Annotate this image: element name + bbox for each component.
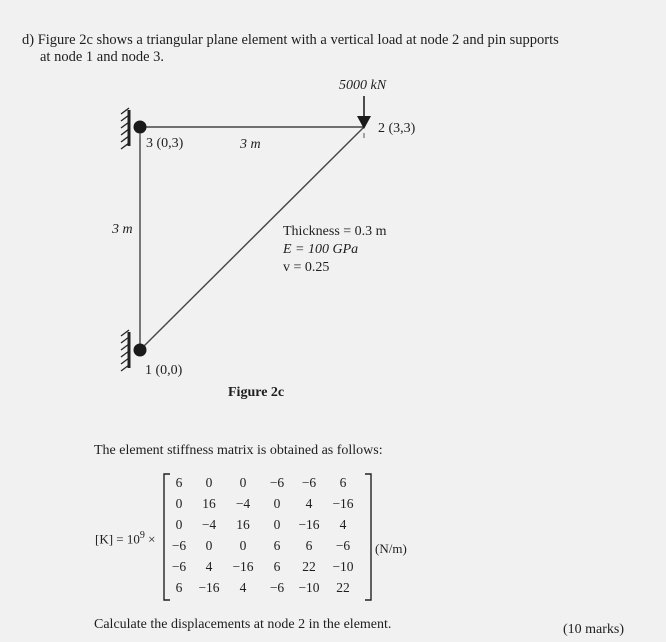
- matrix-cell: 6: [305, 538, 313, 553]
- modulus-label: E = 100 GPa: [283, 242, 359, 257]
- matrix-cell: −4: [201, 517, 217, 532]
- matrix-cell: 6: [175, 580, 183, 595]
- matrix-cell: 6: [175, 475, 183, 490]
- matrix-units: (N/m): [375, 541, 407, 556]
- matrix-cell: 6: [273, 559, 281, 574]
- matrix-cell: 16: [202, 496, 216, 511]
- thickness-label: Thickness = 0.3 m: [283, 224, 387, 239]
- matrix-cell: 4: [305, 496, 313, 511]
- matrix-cell: −10: [332, 559, 354, 574]
- poisson-label: v = 0.25: [283, 260, 330, 275]
- pin-support-node3-icon: [121, 108, 147, 149]
- matrix-times-sign: ×: [148, 531, 156, 547]
- matrix-cell: 0: [205, 475, 213, 490]
- question-text-line1: Figure 2c shows a triangular plane element with a vertical load at node 2 and pin supports: [37, 32, 559, 48]
- node3-label: 3 (0,3): [146, 136, 184, 151]
- node1-label: 1 (0,0): [145, 363, 183, 378]
- matrix-cell: 0: [239, 538, 247, 553]
- matrix-cell: −4: [235, 496, 251, 511]
- matrix-cell: 16: [236, 517, 250, 532]
- matrix-cell: 0: [239, 475, 247, 490]
- matrix-lhs-text: [K] = 10: [95, 531, 140, 547]
- figure-caption: Figure 2c: [228, 385, 285, 400]
- matrix-cell: 0: [273, 496, 281, 511]
- matrix-cell: 4: [205, 559, 213, 574]
- matrix-cell: −16: [232, 559, 254, 574]
- matrix-cell: 0: [175, 517, 183, 532]
- matrix-cell: −6: [171, 538, 187, 553]
- matrix-cell: 22: [302, 559, 316, 574]
- question-label: d): [22, 32, 35, 48]
- matrix-cell: 6: [339, 475, 347, 490]
- matrix-cell: −16: [332, 496, 354, 511]
- load-label: 5000 kN: [339, 78, 387, 93]
- matrix-intro-text: The element stiffness matrix is obtained as follows:: [94, 443, 383, 458]
- pin-support-node1-icon: [121, 330, 147, 371]
- matrix-cell: −6: [269, 580, 285, 595]
- task-text: Calculate the displacements at node 2 in the element.: [94, 617, 392, 632]
- top-dimension-label: 3 m: [240, 137, 261, 152]
- matrix-cell: −6: [301, 475, 317, 490]
- matrix-cell: 4: [339, 517, 347, 532]
- matrix-cell: −6: [335, 538, 351, 553]
- left-dimension-label: 3 m: [112, 222, 133, 237]
- matrix-cell: −10: [298, 580, 320, 595]
- load-arrow-icon: [357, 96, 371, 129]
- question-text-line2: at node 1 and node 3.: [40, 49, 165, 65]
- matrix-cell: −16: [298, 517, 320, 532]
- matrix-cell: 0: [205, 538, 213, 553]
- matrix-cell: 4: [239, 580, 247, 595]
- matrix-cell: −6: [269, 475, 285, 490]
- matrix-cell: −16: [198, 580, 220, 595]
- marks-label: (10 marks): [563, 622, 625, 637]
- matrix-lhs: [95, 530, 155, 547]
- matrix-exponent: 9: [139, 530, 145, 541]
- matrix-cell: 0: [175, 496, 183, 511]
- matrix-cell: 0: [273, 517, 281, 532]
- matrix-cell: 22: [336, 580, 350, 595]
- matrix-cell: 6: [273, 538, 281, 553]
- node2-label: 2 (3,3): [378, 121, 416, 136]
- matrix-cell: −6: [171, 559, 187, 574]
